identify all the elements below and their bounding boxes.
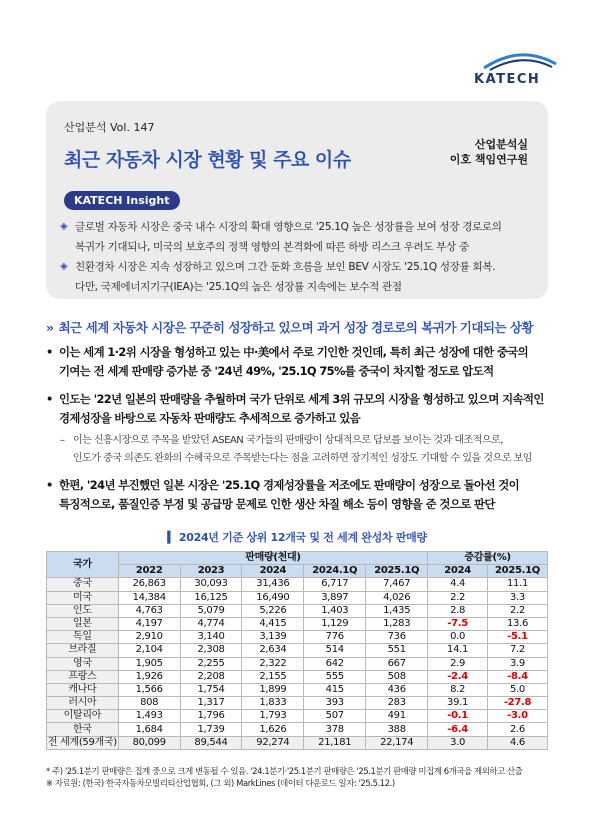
dash-marker: –: [60, 435, 65, 446]
summary-box: [46, 101, 548, 299]
diamond-icon: ◈: [60, 261, 68, 272]
change-cell: 8.2: [428, 683, 488, 696]
sales-cell: 1,566: [118, 683, 180, 696]
country-cell: 이탈리아: [47, 710, 119, 723]
sales-cell: 22,174: [366, 736, 428, 749]
table-row: [47, 736, 548, 749]
sales-cell: 388: [366, 723, 428, 736]
sales-cell: 80,099: [118, 736, 180, 749]
table-row: [47, 644, 548, 657]
sales-cell: 283: [366, 697, 428, 710]
sales-cell: 2,255: [180, 657, 242, 670]
insight-bullet: [60, 217, 538, 237]
section-heading-text: 최근 세계 자동차 시장은 꾸준히 성장하고 있으며 과거 성장 경로로의 복귀가 기대되는 상황: [58, 320, 534, 335]
title-marker: ▍: [167, 531, 176, 544]
sales-cell: 1,796: [180, 710, 242, 723]
sales-cell: 6,717: [304, 578, 366, 591]
header-year: 2025.1Q: [366, 565, 428, 578]
bullet-text: 복귀가 기대되나, 미국의 보호주의 정책 영향의 본격화에 따른 하방 리스크 우려도 부상 중: [75, 241, 469, 253]
table-title-text: 2024년 기준 상위 12개국 및 전 세계 완성차 판매량: [178, 531, 427, 544]
change-cell: 3.0: [428, 736, 488, 749]
country-cell: 러시아: [47, 697, 119, 710]
bullet-dot-icon: •: [46, 392, 53, 406]
header-sales: 판매량(천대): [118, 552, 427, 565]
sales-cell: 92,274: [242, 736, 304, 749]
country-cell: 영국: [47, 657, 119, 670]
sales-table: [46, 551, 548, 750]
header-change: 증감률(%): [428, 552, 548, 565]
change-cell: -2.4: [428, 670, 488, 683]
table-body: [47, 578, 548, 749]
sales-cell: 5,226: [242, 604, 304, 617]
sales-cell: 1,435: [366, 604, 428, 617]
volume-label: 산업분석 Vol. 147: [64, 121, 155, 134]
change-cell: -0.1: [428, 710, 488, 723]
footnote-source: ※ 자료원: (한국) 한국자동차모빌리티산업협회, (그 외) MarkLines (데이터 다운로드 일자: '25.5.12.): [46, 778, 395, 788]
sales-cell: 30,093: [180, 578, 242, 591]
country-cell: 프랑스: [47, 670, 119, 683]
sales-cell: 4,774: [180, 617, 242, 630]
sales-cell: 436: [366, 683, 428, 696]
header-year: 2024: [428, 565, 488, 578]
sales-cell: 16,125: [180, 591, 242, 604]
sales-cell: 393: [304, 697, 366, 710]
insight-bullet: [60, 257, 538, 277]
change-cell: 3.3: [488, 591, 548, 604]
change-cell: 2.8: [428, 604, 488, 617]
diamond-icon: ◈: [60, 221, 68, 232]
sales-cell: 5,079: [180, 604, 242, 617]
change-cell: -8.4: [488, 670, 548, 683]
sales-cell: 1,905: [118, 657, 180, 670]
change-cell: 2.2: [428, 591, 488, 604]
sales-cell: 1,493: [118, 710, 180, 723]
table-subheader-row: [47, 565, 548, 578]
paragraph-3: [46, 476, 554, 514]
header-year: 2024.1Q: [304, 565, 366, 578]
country-cell: 전 세계(59개국): [47, 736, 117, 748]
sales-cell: 89,544: [180, 736, 242, 749]
paragraph-line: 이는 세계 1·2위 시장을 형성하고 있는 中·美에서 주로 기인한 것인데, 특히 최근 성장에 대한 중국의: [59, 345, 529, 359]
header-year: 2022: [118, 565, 180, 578]
change-cell: 0.0: [428, 631, 488, 644]
bullet-text: 친환경차 시장은 지속 성장하고 있으며 그간 둔화 흐름을 보인 BEV 시장도 '25.1Q 성장률 회복.: [75, 261, 496, 273]
country-cell: 일본: [47, 617, 119, 630]
table-title: [0, 529, 594, 545]
country-cell: 중국: [47, 578, 119, 591]
department: 산업분석실: [474, 138, 528, 151]
sales-cell: 21,181: [304, 736, 366, 749]
sales-cell: 1,793: [242, 710, 304, 723]
sales-cell: 736: [366, 631, 428, 644]
sales-cell: 2,155: [242, 670, 304, 683]
sales-cell: 667: [366, 657, 428, 670]
change-cell: -3.0: [488, 710, 548, 723]
katech-logo: [470, 50, 566, 90]
sub-paragraph: [60, 432, 554, 468]
sales-cell: 2,910: [118, 631, 180, 644]
sales-cell: 1,403: [304, 604, 366, 617]
bullet-dot-icon: •: [46, 478, 53, 492]
table-row: [47, 631, 548, 644]
sales-cell: 2,308: [180, 644, 242, 657]
sales-cell: 491: [366, 710, 428, 723]
insight-badge: KATECH Insight: [64, 191, 180, 210]
sales-cell: 415: [304, 683, 366, 696]
katech-logo-mark: [480, 50, 560, 72]
sales-cell: 26,863: [118, 578, 180, 591]
change-cell: 3.9: [488, 657, 548, 670]
paragraph-2: [46, 390, 554, 428]
table-row: [47, 657, 548, 670]
sales-cell: 555: [304, 670, 366, 683]
change-cell: 11.1: [488, 578, 548, 591]
table-row: [47, 617, 548, 630]
country-cell: 미국: [47, 591, 119, 604]
header-country: 국가: [47, 552, 119, 578]
change-cell: -27.8: [488, 697, 548, 710]
sales-cell: 4,197: [118, 617, 180, 630]
change-cell: 2.9: [428, 657, 488, 670]
sales-cell: 2,208: [180, 670, 242, 683]
sales-cell: 642: [304, 657, 366, 670]
paragraph-line: 인도는 '22년 일본의 판매량을 추월하며 국가 단위로 세계 3위 규모의 시장을 형성하고 있으며 지속적인: [59, 392, 544, 406]
paragraph-line: 경제성장을 바탕으로 자동차 판매량도 추세적으로 증가하고 있음: [59, 411, 361, 425]
change-cell: 4.4: [428, 578, 488, 591]
change-cell: 5.0: [488, 683, 548, 696]
sub-paragraph-line: 이는 신흥시장으로 주목을 받았던 ASEAN 국가들의 판매량이 상대적으로 답보를 보이는 것과 대조적으로,: [73, 435, 503, 446]
sales-cell: 1,833: [242, 697, 304, 710]
sales-cell: 378: [304, 723, 366, 736]
section-heading: [46, 318, 533, 336]
sales-cell: 2,322: [242, 657, 304, 670]
change-cell: 2.6: [488, 723, 548, 736]
change-cell: 4.6: [488, 736, 548, 749]
page-title: 최근 자동차 시장 현황 및 주요 이슈: [64, 149, 351, 171]
paragraph-line: 한편, '24년 부진했던 일본 시장은 '25.1Q 경제성장률을 저조에도 판매량이 성장으로 돌아선 것이: [59, 478, 520, 492]
sales-cell: 507: [304, 710, 366, 723]
author-block: [450, 137, 528, 167]
sales-cell: 1,739: [180, 723, 242, 736]
header-year: 2024: [242, 565, 304, 578]
header-year: 2023: [180, 565, 242, 578]
table-row: [47, 578, 548, 591]
sales-cell: 1,899: [242, 683, 304, 696]
sales-cell: 551: [366, 644, 428, 657]
sales-cell: 2,634: [242, 644, 304, 657]
sales-cell: 3,897: [304, 591, 366, 604]
header-year: 2025.1Q: [488, 565, 548, 578]
sales-cell: 1,129: [304, 617, 366, 630]
bullet-dot-icon: •: [46, 345, 53, 359]
sales-cell: 4,415: [242, 617, 304, 630]
bullet-text: 다만, 국제에너지기구(IEA)는 '25.1Q의 높은 성장률 지속에는 보수적 관점: [75, 281, 402, 293]
sales-cell: 3,139: [242, 631, 304, 644]
sales-cell: 4,026: [366, 591, 428, 604]
sales-cell: 1,626: [242, 723, 304, 736]
table-row: [47, 723, 548, 736]
sales-cell: 776: [304, 631, 366, 644]
sales-cell: 16,490: [242, 591, 304, 604]
sales-cell: 2,104: [118, 644, 180, 657]
logo-text: KATECH: [474, 72, 541, 87]
table-row: [47, 697, 548, 710]
sales-cell: 1,754: [180, 683, 242, 696]
sales-cell: 4,763: [118, 604, 180, 617]
change-cell: 39.1: [428, 697, 488, 710]
sales-cell: 1,283: [366, 617, 428, 630]
sales-cell: 1,684: [118, 723, 180, 736]
change-cell: 2.2: [488, 604, 548, 617]
change-cell: -5.1: [488, 631, 548, 644]
change-cell: 14.1: [428, 644, 488, 657]
country-cell: 독일: [47, 631, 119, 644]
insight-bullet-continuation: [60, 237, 538, 257]
table-row: [47, 604, 548, 617]
table-row: [47, 683, 548, 696]
sales-cell: 1,317: [180, 697, 242, 710]
footnote-note: * 주) '25.1분기 판매량은 집계 중으로 크게 변동될 수 있음. '24.1분기·'25.1분기 판매량은 '25.1분기 판매량 미집계 6개국을 제외하고 산출: [46, 766, 523, 776]
change-cell: -6.4: [428, 723, 488, 736]
sales-cell: 508: [366, 670, 428, 683]
insight-bullet-continuation: [60, 277, 538, 297]
country-cell: 브라질: [47, 644, 119, 657]
country-cell: 캐나다: [47, 683, 119, 696]
table-row: [47, 710, 548, 723]
paragraph-line: 기여는 전 세계 판매량 증가분 중 '24년 49%, '25.1Q 75%를 중국이 차지할 정도로 압도적: [59, 364, 494, 378]
change-cell: 7.2: [488, 644, 548, 657]
country-cell: 인도: [47, 604, 119, 617]
insight-bullets: [60, 217, 538, 297]
table-header-row: [47, 552, 548, 565]
bullet-text: 글로벌 자동차 시장은 중국 내수 시장의 확대 영향으로 '25.1Q 높은 성장률을 보여 성장 경로로의: [75, 221, 502, 233]
sales-cell: 1,926: [118, 670, 180, 683]
paragraph-1: [46, 343, 554, 381]
sales-cell: 7,467: [366, 578, 428, 591]
table-row: [47, 591, 548, 604]
paragraph-line: 특징적으로, 품질인증 부정 및 공급망 문제로 인한 생산 차질 해소 등이 영향을 준 것으로 판단: [59, 497, 495, 511]
change-cell: 13.6: [488, 617, 548, 630]
double-chevron-icon: »: [46, 320, 54, 335]
table-row: [47, 670, 548, 683]
author: 이호 책임연구원: [449, 153, 528, 166]
sales-cell: 3,140: [180, 631, 242, 644]
change-cell: -7.5: [428, 617, 488, 630]
sales-cell: 514: [304, 644, 366, 657]
sales-cell: 14,384: [118, 591, 180, 604]
sales-cell: 31,436: [242, 578, 304, 591]
sales-cell: 808: [118, 697, 180, 710]
country-cell: 한국: [47, 723, 119, 736]
sub-paragraph-line: 인도가 중국 의존도 완화의 수혜국으로 주목받는다는 점을 고려하면 장기적인 성장도 기대할 수 있을 것으로 보임: [73, 453, 532, 464]
